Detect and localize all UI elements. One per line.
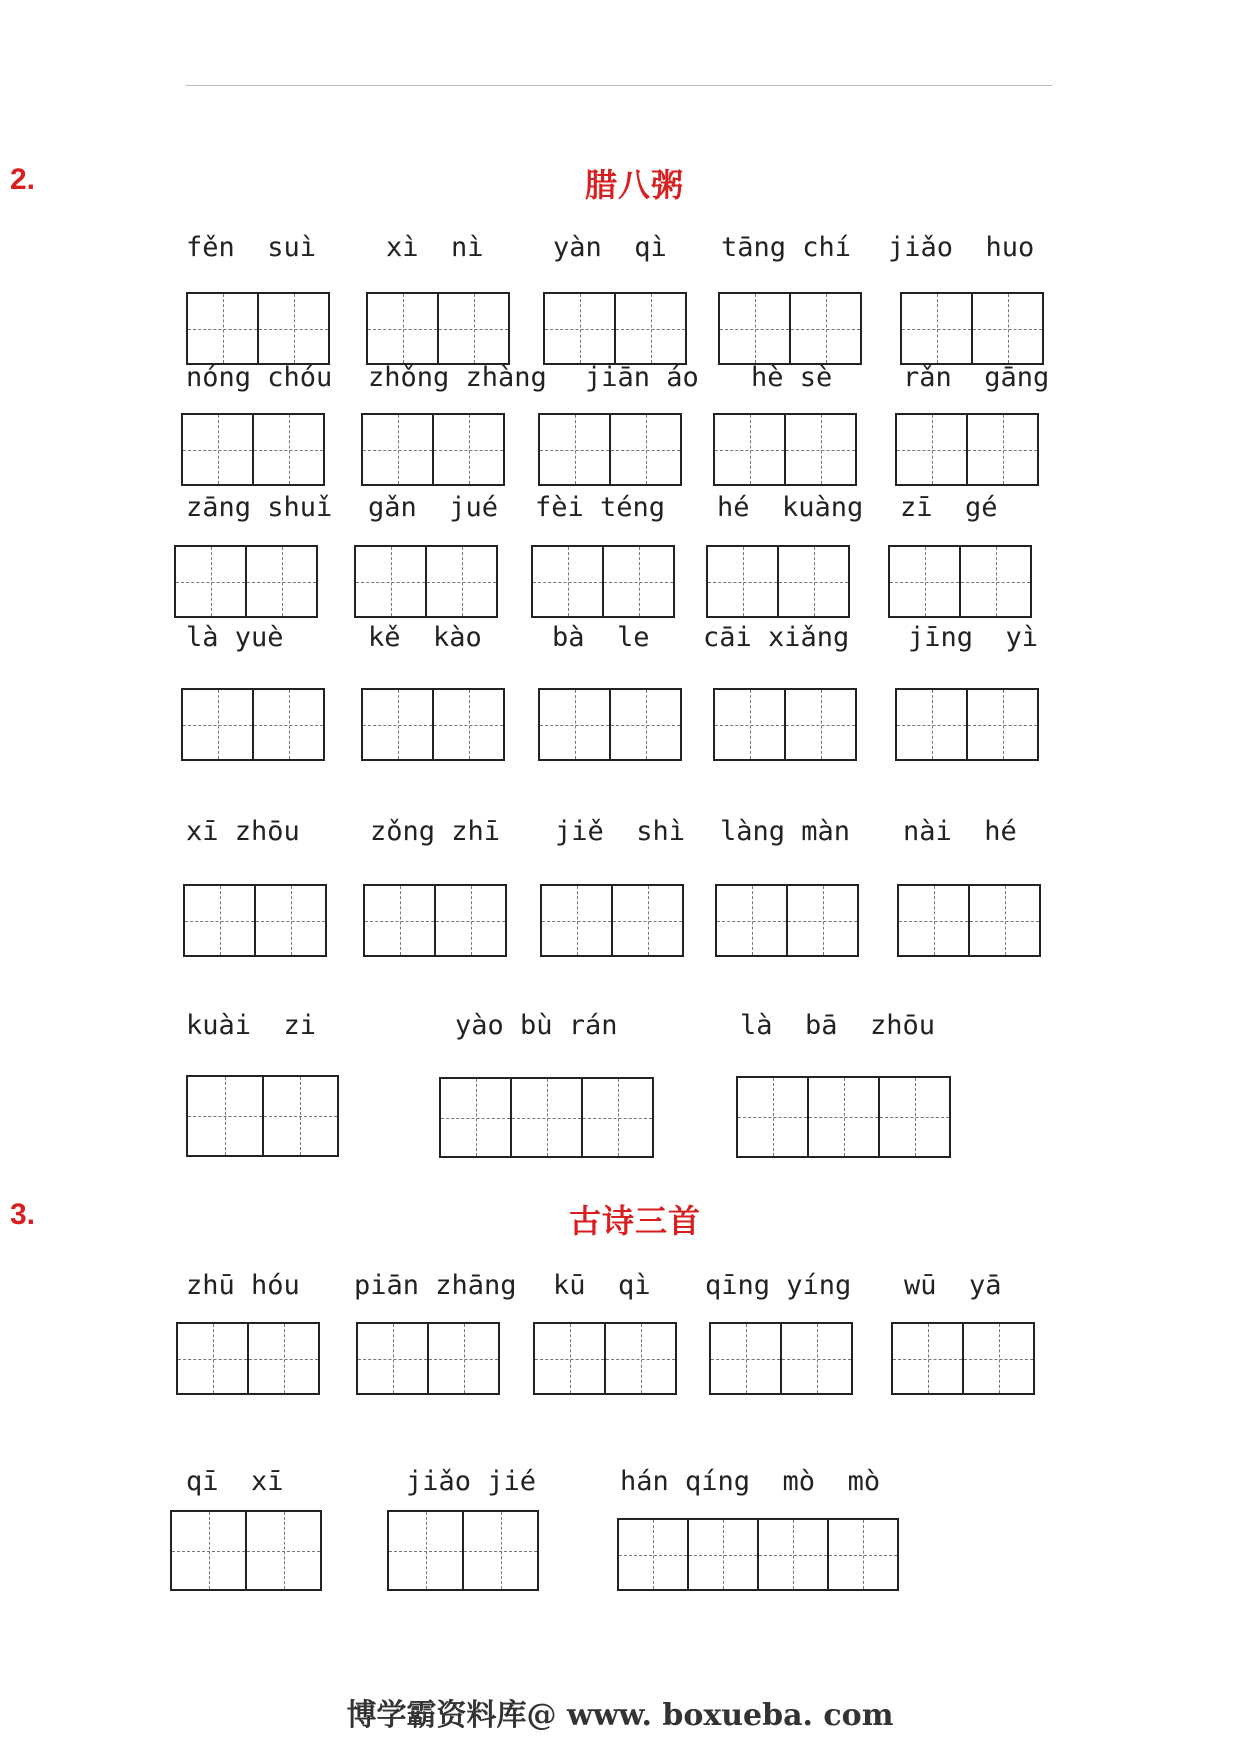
pinyin-label: wū yā (904, 1270, 1002, 1301)
writing-grid[interactable] (715, 884, 859, 957)
pinyin-label: zhǒng zhàng (368, 362, 547, 393)
section-number: 3. (10, 1198, 36, 1231)
pinyin-label: zī gé (900, 492, 998, 523)
writing-grid[interactable] (538, 688, 682, 761)
writing-grid[interactable] (895, 413, 1039, 486)
writing-grid[interactable] (718, 292, 862, 365)
writing-grid[interactable] (183, 884, 327, 957)
writing-grid[interactable] (706, 545, 850, 618)
footer-watermark: 博学霸资料库@ www. boxueba. com (346, 1698, 894, 1733)
pinyin-label: fěn suì (186, 232, 317, 263)
writing-grid[interactable] (354, 545, 498, 618)
pinyin-label: làng màn (720, 816, 851, 847)
writing-grid[interactable] (170, 1510, 322, 1591)
writing-grid[interactable] (543, 292, 687, 365)
writing-grid[interactable] (736, 1076, 951, 1158)
writing-grid[interactable] (713, 688, 857, 761)
writing-grid[interactable] (538, 413, 682, 486)
pinyin-label: xì nì (386, 232, 484, 263)
writing-grid[interactable] (181, 688, 325, 761)
pinyin-label: zǒng zhī (370, 816, 501, 847)
writing-grid[interactable] (363, 884, 507, 957)
pinyin-label: là bā zhōu (740, 1010, 936, 1041)
writing-grid[interactable] (531, 545, 675, 618)
pinyin-label: nóng chóu (186, 362, 333, 393)
writing-grid[interactable] (617, 1518, 899, 1591)
pinyin-label: qī xī (186, 1466, 284, 1497)
pinyin-label: piān zhāng (354, 1270, 517, 1301)
pinyin-label: tāng chí (721, 232, 852, 263)
writing-grid[interactable] (439, 1077, 654, 1158)
writing-grid[interactable] (387, 1510, 539, 1591)
writing-grid[interactable] (361, 688, 505, 761)
pinyin-label: jiǎo jié (406, 1466, 537, 1497)
top-rule (186, 85, 1052, 86)
writing-grid[interactable] (900, 292, 1044, 365)
writing-grid[interactable] (888, 545, 1032, 618)
pinyin-label: rǎn gāng (903, 362, 1050, 393)
pinyin-label: hán qíng mò mò (620, 1466, 881, 1497)
pinyin-label: bà le (552, 622, 650, 653)
pinyin-label: là yuè (186, 622, 284, 653)
writing-grid[interactable] (366, 292, 510, 365)
pinyin-label: qīng yíng (705, 1270, 852, 1301)
pinyin-label: jiǎo huo (888, 232, 1035, 263)
writing-grid[interactable] (361, 413, 505, 486)
writing-grid[interactable] (176, 1322, 320, 1395)
pinyin-label: yào bù rán (455, 1010, 618, 1041)
pinyin-label: zāng shuǐ (186, 492, 333, 523)
writing-grid[interactable] (186, 1075, 339, 1157)
pinyin-label: jiān áo (585, 362, 699, 393)
writing-grid[interactable] (897, 884, 1041, 957)
pinyin-label: yàn qì (553, 232, 667, 263)
writing-grid[interactable] (891, 1322, 1035, 1395)
writing-grid[interactable] (533, 1322, 677, 1395)
pinyin-label: cāi xiǎng (703, 622, 850, 653)
writing-grid[interactable] (540, 884, 684, 957)
pinyin-label: hé kuàng (717, 492, 864, 523)
writing-grid[interactable] (356, 1322, 500, 1395)
writing-grid[interactable] (713, 413, 857, 486)
writing-grid[interactable] (174, 545, 318, 618)
pinyin-label: jīng yì (908, 622, 1039, 653)
writing-grid[interactable] (181, 413, 325, 486)
pinyin-label: xī zhōu (186, 816, 300, 847)
pinyin-label: hè sè (751, 362, 833, 393)
section-number: 2. (10, 163, 36, 196)
writing-grid[interactable] (709, 1322, 853, 1395)
pinyin-label: kuài zi (186, 1010, 317, 1041)
pinyin-label: jiě shì (555, 816, 686, 847)
pinyin-label: nài hé (903, 816, 1017, 847)
section-title: 古诗三首 (569, 1202, 702, 1240)
pinyin-label: zhū hóu (186, 1270, 300, 1301)
pinyin-label: gǎn jué (368, 492, 499, 523)
writing-grid[interactable] (895, 688, 1039, 761)
section-title: 腊八粥 (585, 166, 685, 204)
pinyin-label: kě kào (368, 622, 482, 653)
pinyin-label: kū qì (553, 1270, 651, 1301)
writing-grid[interactable] (186, 292, 330, 365)
pinyin-label: fèi téng (535, 492, 666, 523)
